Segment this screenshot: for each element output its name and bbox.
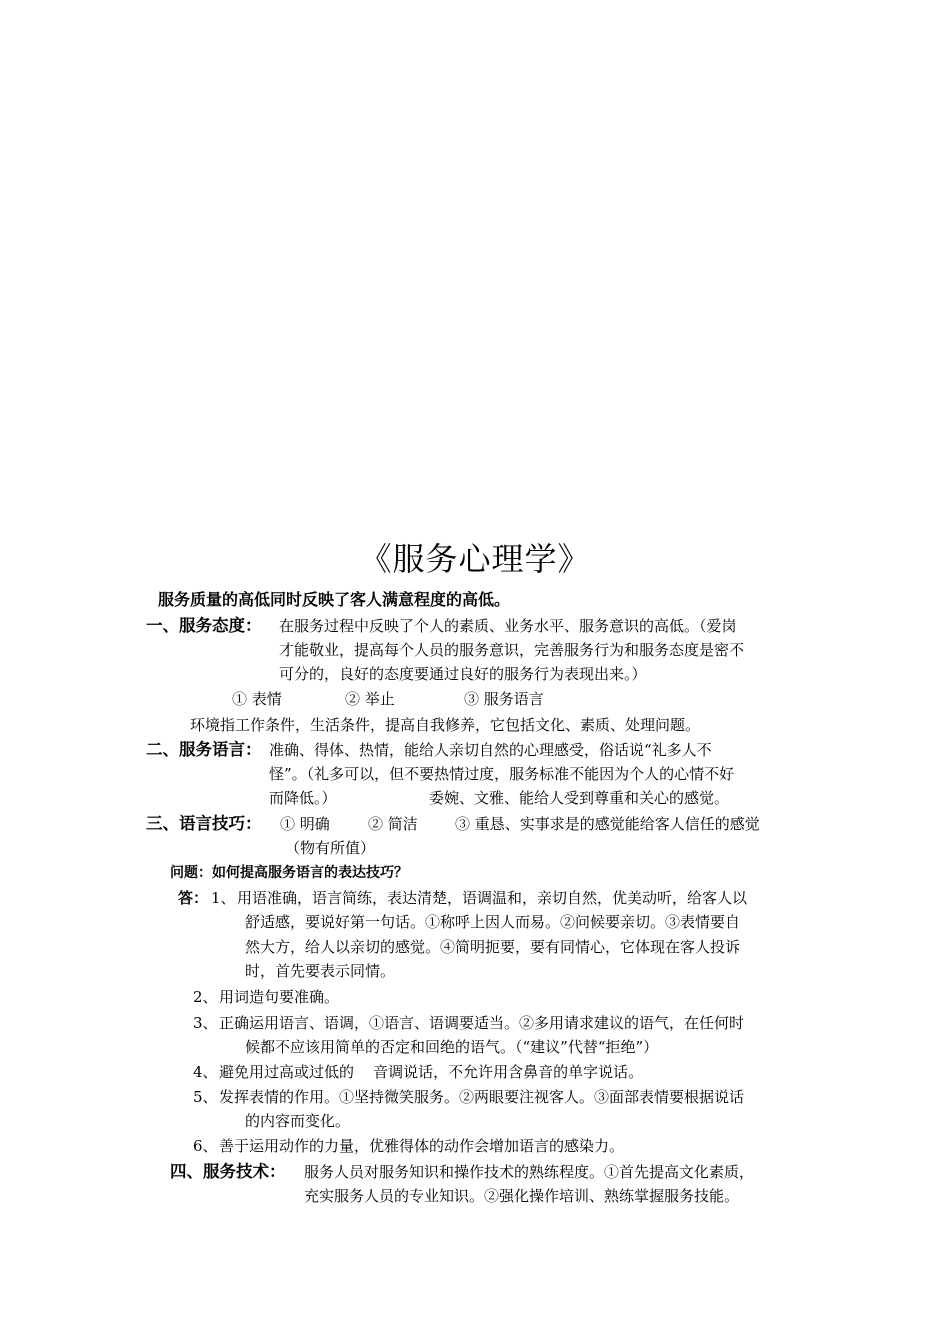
section-3-item-1: ① 明确 — [280, 815, 330, 833]
section-3-heading: 三、语言技巧： — [146, 814, 262, 833]
section-2-extra: 委婉、文雅、能给人受到尊重和关心的感觉。 — [429, 789, 730, 807]
document-title: 《服务心理学》 — [359, 540, 591, 578]
section-1-environment: 环境指工作条件，生活条件，提高自我修养，它包括文化、素质、处理问题。 — [190, 716, 701, 734]
section-2-line-2: 怪”。（礼多可以，但不要热情过度，服务标准不能因为个人的心情不好 — [269, 765, 735, 783]
answer-5-line-1: 发挥表情的作用。①坚持微笑服务。②两眼要注视客人。③面部表情要根据说话 — [219, 1088, 745, 1106]
section-4-line-1: 服务人员对服务知识和操作技术的熟练程度。①首先提高文化素质， — [304, 1163, 755, 1181]
answer-2-line-1: 用词造句要准确。 — [219, 988, 340, 1006]
section-1-line-3: 可分的，良好的态度要通过良好的服务行为表现出来。） — [279, 665, 647, 683]
intro-statement: 服务质量的高低同时反映了客人满意程度的高低。 — [158, 590, 511, 609]
answer-5-line-2: 的内容而变化。 — [245, 1112, 351, 1130]
section-1-item-2: ② 举止 — [345, 690, 395, 708]
section-4-line-2: 充实服务人员的专业知识。②强化操作培训、熟练掌握服务技能。 — [304, 1187, 740, 1205]
answer-6-number: 6、 — [193, 1137, 218, 1155]
question-title: 问题：如何提高服务语言的表达技巧？ — [170, 865, 408, 881]
answer-label: 答： — [178, 889, 209, 907]
answer-4-line-1: 避免用过高或过低的 音调说话，不允许用含鼻音的单字说话。 — [219, 1063, 644, 1081]
section-2-line-3: 而降低。） — [269, 789, 337, 807]
answer-5-number: 5、 — [193, 1088, 218, 1106]
section-4-heading: 四、服务技术： — [170, 1162, 286, 1181]
section-1-heading: 一、服务态度： — [146, 616, 262, 635]
answer-1-line-3: 然大方，给人以亲切的感觉。④简明扼要，要有同情心，它体现在客人投诉 — [245, 938, 741, 956]
section-3-continuation: （物有所值） — [285, 839, 376, 857]
answer-1-number: 1、 — [211, 889, 236, 907]
section-1-item-1: ① 表情 — [232, 690, 282, 708]
answer-3-line-1: 正确运用语言、语调，①语言、语调要适当。②多用请求建议的语气，在任何时 — [219, 1014, 745, 1032]
answer-1-line-1: 用语准确，语言简练，表达清楚，语调温和，亲切自然，优美动听，给客人以 — [237, 889, 748, 907]
answer-6-line-1: 善于运用动作的力量，优雅得体的动作会增加语言的感染力。 — [219, 1137, 625, 1155]
section-3-item-3: ③ 重恳、实事求是的感觉能给客人信任的感觉 — [455, 815, 760, 833]
section-2-heading: 二、服务语言： — [146, 740, 262, 759]
answer-1-line-2: 舒适感，要说好第一句话。①称呼上因人而易。②问候要亲切。③表情要自 — [245, 913, 741, 931]
section-3-item-2: ② 简洁 — [368, 815, 418, 833]
section-2-line-1: 准确、得体、热情，能给人亲切自然的心理感受，俗话说“礼多人不 — [269, 741, 712, 759]
answer-3-number: 3、 — [193, 1014, 218, 1032]
section-1-line-2: 才能敬业，提高每个人员的服务意识，完善服务行为和服务态度是密不 — [279, 641, 745, 659]
answer-3-line-2: 候都不应该用简单的否定和回绝的语气。（“建议”代替“拒绝”） — [245, 1038, 659, 1056]
section-1-line-1: 在服务过程中反映了个人的素质、业务水平、服务意识的高低。（爱岗 — [279, 617, 737, 635]
answer-1-line-4: 时，首先要表示同情。 — [245, 962, 396, 980]
answer-4-number: 4、 — [193, 1063, 218, 1081]
section-1-item-3: ③ 服务语言 — [464, 690, 544, 708]
answer-2-number: 2、 — [193, 988, 218, 1006]
